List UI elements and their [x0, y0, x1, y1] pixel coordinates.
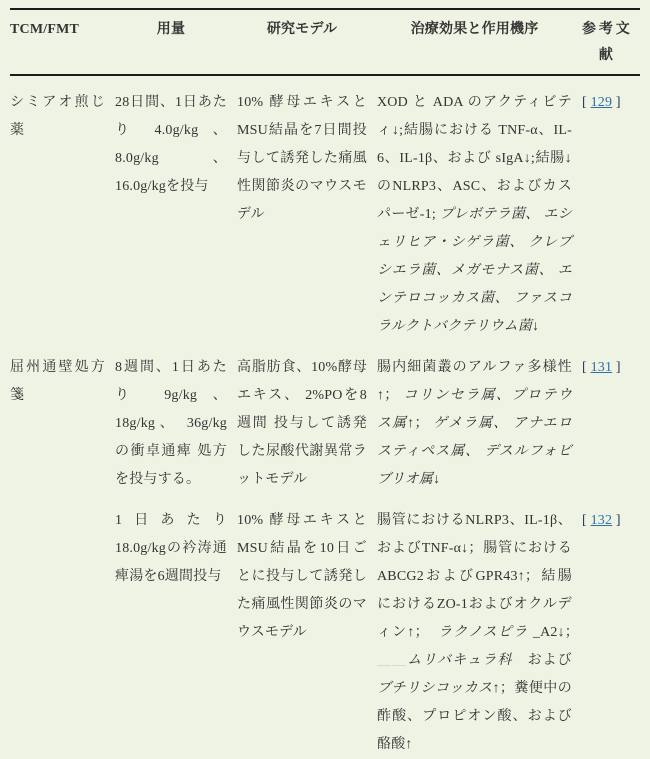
effects-text-segment: ↑；: [407, 416, 434, 431]
cell-dose: 8週間、1日あたり 9g/kg、18g/kg、 36g/kgの衝卓通痺 処方を投与する。: [115, 360, 227, 487]
reference-link-129[interactable]: 129: [590, 95, 613, 110]
header-dose: 用量: [156, 22, 186, 37]
reference-bracket-open: [: [582, 95, 591, 110]
cell-effects: [377, 354, 582, 494]
tcm-fmt-table: [10, 8, 640, 759]
effects-text-segment: ムリバキュラ科: [407, 653, 513, 668]
effects-text-segment: コリンセラ属、プロテウス属: [377, 388, 573, 431]
cell-dose: 1日あたり 18.0g/kgの衿涛通痺湯を6週間投与: [115, 513, 227, 584]
effects-text-segment: ↑；糞便中の酢酸、プロピオン酸、および酪酸↑: [377, 681, 572, 752]
cell-research-model: 10% 酵母エキスと MSU結晶を7日間投与して誘発した痛風性関節炎のマウスモデル: [237, 95, 367, 222]
effects-text-segment: ブチリシコッカス: [377, 681, 493, 696]
header-effects-mechanism: 治療効果と作用機序: [410, 22, 539, 37]
cell-tcm-name: シミアオ煎じ薬: [10, 95, 105, 138]
reference-bracket-close: ]: [612, 95, 621, 110]
table-header-row: [10, 10, 640, 76]
reference-link-131[interactable]: 131: [590, 360, 613, 375]
effects-text-segment: ゲメラ属、 アナエロスティペス属、 デスルフォビブリオ属: [377, 416, 572, 487]
effects-text-segment: ラクノスピラ: [437, 625, 529, 640]
table-row: [10, 507, 640, 759]
cell-research-model: 高脂肪食、10%酵母エキス、 2%POを8週間 投与して誘発した尿酸代謝異常ラットモデル: [237, 360, 367, 487]
reference-bracket-close: ]: [612, 360, 621, 375]
reference-bracket-close: ]: [612, 513, 621, 528]
header-references: 参考文献: [582, 22, 630, 63]
effects-text-segment: _A2↓；: [528, 625, 587, 640]
effects-text-segment: および: [512, 653, 572, 668]
effects-text-segment: XOD と ADA のアクティビティ↓;結腸における TNF-α、IL-6、IL-1β、および sIgA↓;結腸↓のNLRP3、ASC、およびカスパーゼ-1;: [377, 95, 572, 222]
cell-tcm-name: [10, 507, 115, 759]
cell-research-model: 10% 酵母エキスと MSU結晶を10日ごとに投与して誘発した痛風性関節炎のマウスモデル: [237, 513, 367, 640]
header-research-model: 研究モデル: [266, 22, 338, 37]
effects-text-segment: プレボテラ菌、 エシェリヒア・シゲラ菌、 クレブシエラ菌、メガモナス菌、 エンテロコッカス菌、 ファスコラルクトバクテリウム菌: [377, 207, 572, 334]
effects-text-segment: 腸管におけるNLRP3、IL-1β、およびTNF-α↓；腸管におけるABCG2およびGPR43↑；結腸におけるZO-1およびオクルディン↑；: [377, 513, 572, 640]
table-row: [10, 89, 640, 341]
cell-reference: [582, 89, 640, 341]
effects-text-segment: ＿＿: [377, 653, 408, 668]
effects-text-segment: ↓: [532, 319, 540, 334]
cell-dose: 28日間、1日あたり 4.0g/kg 、 8.0g/kg 、 16.0g/kgを投与: [115, 95, 227, 194]
cell-reference: [582, 354, 640, 494]
reference-bracket-open: [: [582, 513, 591, 528]
cell-reference: [582, 507, 640, 759]
reference-link-132[interactable]: 132: [590, 513, 613, 528]
cell-tcm-name: 屈州通壁処方箋: [10, 360, 105, 403]
effects-text-segment: ↓: [433, 472, 441, 487]
cell-effects: [377, 507, 587, 759]
header-tcm-fmt: TCM/FMT: [10, 22, 80, 37]
reference-bracket-open: [: [582, 360, 591, 375]
cell-effects: [377, 89, 582, 341]
table-row: [10, 354, 640, 494]
effects-text-segment: 腸内細菌叢のアルファ多様性↑；: [377, 360, 572, 403]
